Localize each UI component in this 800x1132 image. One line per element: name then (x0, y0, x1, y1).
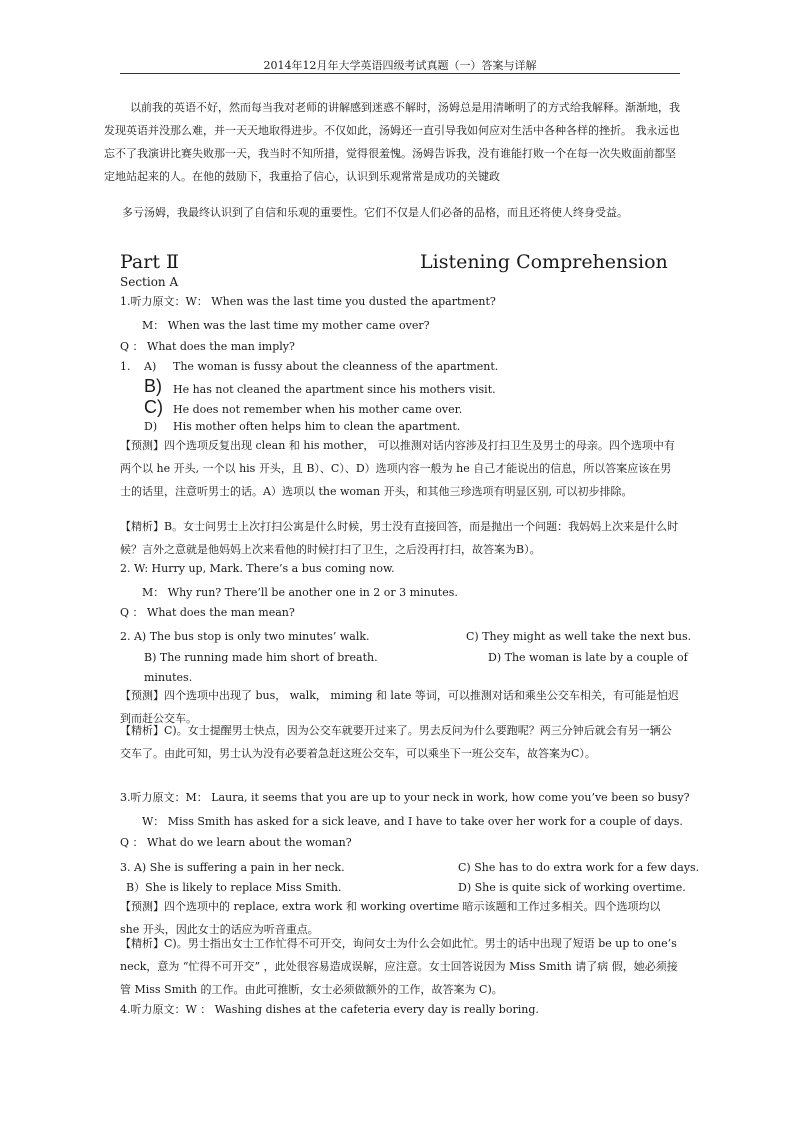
q3-option-b: B）She is likely to replace Miss Smith. (126, 881, 342, 894)
q1-option-b: He has not cleaned the apartment since his mothers visit. (173, 383, 496, 396)
q1-option-c-letter: C) (144, 397, 163, 417)
q3-option-c: C) She has to do extra work for a few days. (458, 861, 700, 874)
q3-analysis: 【精析】C)。男士指出女士工作忙得不可开交，询问女士为什么会如此忙。男士的话中出现了短语 be up to one’s neck，意为 “忙得不可开交” ，此处很容易造成误解，应注意。女士回答说因为 Miss Smith 请了病 假，她必须接管 Miss Smith 的工作。由此可推断，女士必须做额外的工作，故答案为 C)。 (120, 937, 678, 996)
q3-option-a: 3. A) She is suffering a pain in her neck. (120, 861, 345, 874)
part-label: Part Ⅱ (120, 251, 179, 273)
q1-script-woman: 1.听力原文：W： When was the last time you dusted the apartment? (120, 295, 496, 308)
q3-option-d: D) She is quite sick of working overtime. (458, 881, 686, 894)
q1-question: Q ： What does the man imply? (120, 340, 295, 353)
q2-option-d: D) The woman is late by a couple of (488, 651, 688, 664)
q2-prediction: 【预测】四个选项中出现了 bus， walk， miming 和 late 等词，可以推测对话和乘坐公交车相关，有可能是怕迟到而赶公交车。 (120, 689, 679, 725)
intro-paragraph-1: 以前我的英语不好，然而每当我对老师的讲解感到迷惑不解时，汤姆总是用清晰明了的方式给我解释。渐渐地，我发现英语并没那么难，并一天天地取得进步。不仅如此，汤姆还一直引导我如何应对生活中各种各样的挫折。 我永远也忘不了我演讲比赛失败那一天，我当时不知所措，觉得很羞愧。汤姆告诉我，没有谁能打败一个在每一次失败面前都坚定地站起来的人。在他的鼓励下，我重拾了信心，认识到乐观常常是成功的关键政 (104, 101, 680, 183)
q1-analysis: 【精析】B。女士问男士上次打扫公寓是什么时候，男士没有直接回答，而是抛出一个问题：我妈妈上次来是什么时候？言外之意就是他妈妈上次来看他的时候打扫了卫生，之后没再打扫，故答案为B）。 (120, 520, 679, 556)
page-header-title: 2014年12月年大学英语四级考试真题（一）答案与详解 (263, 59, 537, 72)
q1-prediction: 【预测】四个选项反复出现 clean 和 his mother， 可以推测对话内容涉及打扫卫生及男士的母亲。四个选项中有两个以 he 开头, 一个以 his 开头，且 B）、C）、D）选项内容一般为 he 自己才能说出的信息，所以答案应该在男士的话里，注意听男士的话。A）选项以 the woman 开头，和其他三珍选项有明显区别, 可以初步排除。 (120, 439, 675, 498)
q3-prediction: 【预测】四个选项中的 replace, extra work 和 working overtime 暗示该题和工作过多相关。四个选项均以 she 开头，因此女士的话应为听音重点。 (120, 900, 661, 936)
q1-option-b-letter: B) (144, 376, 162, 396)
q1-script-man: M： When was the last time my mother came over? (142, 319, 430, 332)
q2-option-a: 2. A) The bus stop is only two minutes’ walk. (120, 630, 370, 643)
q4-script-woman: 4.听力原文：W ： Washing dishes at the cafeteria every day is really boring. (120, 1003, 539, 1016)
q1-option-d-letter: D) (144, 420, 158, 433)
section-label: Section A (120, 275, 179, 289)
part-title: Listening Comprehension (420, 251, 668, 273)
q2-question: Q ： What does the man mean? (120, 606, 295, 619)
q2-option-b: B) The running made him short of breath. (144, 651, 378, 664)
q2-option-d-continued: minutes. (144, 671, 193, 684)
q1-option-a: The woman is fussy about the cleanness of the apartment. (173, 360, 499, 373)
q1-number: 1. (120, 360, 131, 373)
q3-script-man: 3.听力原文：M： Laura, it seems that you are up to your neck in work, how come you’ve been so busy? (120, 791, 690, 804)
q3-script-woman: W： Miss Smith has asked for a sick leave, and I have to take over her work for a couple of days. (142, 815, 683, 828)
q1-option-a-letter: A) (144, 360, 157, 373)
q2-script-man: M： Why run? There’ll be another one in 2 or 3 minutes. (142, 586, 458, 599)
intro-paragraph-2: 多亏汤姆，我最终认识到了自信和乐观的重要性。它们不仅是人们必备的品格，而且还将使人终身受益。 (122, 206, 628, 219)
q1-option-d: His mother often helps him to clean the apartment. (173, 420, 461, 433)
q3-question: Q ： What do we learn about the woman? (120, 836, 352, 849)
q2-analysis: 【精析】C)。女士提醒男士快点，因为公交车就要开过来了。男去反问为什么要跑呢？两三分钟后就会有另一辆公交车了。由此可知，男士认为没有必要着急赶这班公交车，可以乘坐下一班公交车，故答案为C）。 (120, 724, 672, 760)
q2-script-woman: 2. W: Hurry up, Mark. There’s a bus coming now. (120, 562, 395, 575)
q1-option-c: He does not remember when his mother came over. (173, 403, 463, 416)
header-divider (120, 73, 680, 74)
q2-option-c: C) They might as well take the next bus. (466, 630, 692, 643)
